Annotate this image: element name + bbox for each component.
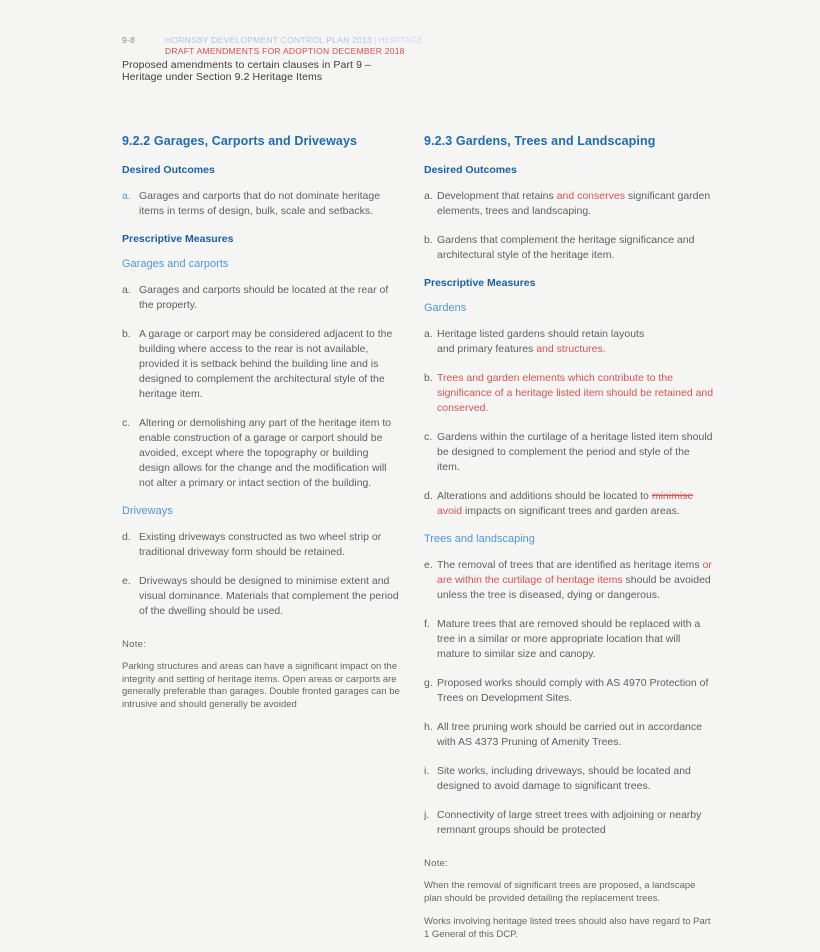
subsection-heading: Desired Outcomes: [424, 164, 517, 176]
list-item: [424, 233, 714, 263]
group-heading: Trees and landscaping: [424, 533, 535, 545]
page-header: [122, 35, 722, 83]
list-item: [122, 416, 402, 491]
group-heading: Garages and carports: [122, 258, 229, 270]
list-item: [122, 574, 402, 619]
item-marker: b.: [424, 234, 433, 246]
item-marker: g.: [424, 677, 433, 689]
note-label: Note:: [122, 639, 147, 650]
group-heading: Gardens: [424, 302, 467, 314]
group-heading: Driveways: [122, 505, 173, 517]
list-item: [122, 530, 402, 560]
item-marker: c.: [122, 417, 131, 429]
item-text: Altering or demolishing any part of the heritage item to enable construction of a garage or carport should be avoided, except where the topography or building design allows for the change and the modification will not alter a primary or intact section of the building.: [139, 417, 392, 489]
item-marker: a.: [122, 190, 131, 202]
list-item: [424, 617, 714, 662]
list-item: [424, 764, 714, 794]
header-top-row: [122, 35, 722, 46]
note-text: Works involving heritage listed trees should also have regard to Part 1 General of this DCP.: [424, 916, 711, 940]
item-text: A garage or carport may be considered adjacent to the building where access to the rear is not available, provided it is setback behind the building line and is designed to complement the architectural style of the heritage item.: [139, 328, 393, 400]
list-item: [424, 327, 714, 357]
item-marker: a.: [122, 284, 131, 296]
draft-amendments-line: DRAFT AMENDMENTS FOR ADOPTION DECEMBER 2018: [165, 46, 405, 56]
proposed-title-line-1: Proposed amendments to certain clauses in Part 9 –: [122, 59, 371, 71]
content-columns: [122, 134, 714, 952]
list-item: [424, 558, 714, 603]
item-marker: a.: [424, 190, 433, 202]
page-number: 9-8: [122, 35, 136, 45]
item-marker: e.: [424, 559, 433, 571]
item-text: Proposed works should comply with AS 4970 Protection of Trees on Development Sites.: [437, 677, 709, 704]
item-marker: e.: [122, 575, 131, 587]
item-text: The removal of trees that are identified as heritage items or are within the curtilage of heritage items should be avoided unless the tree is diseased, dying or dangerous.: [437, 559, 712, 601]
item-marker: i.: [424, 765, 430, 777]
list-item: [424, 371, 714, 416]
proposed-title-line-2: Heritage under Section 9.2 Heritage Items: [122, 70, 323, 83]
section-heading: 9.2.3 Gardens, Trees and Landscaping: [424, 134, 656, 148]
section-garages-carports-driveways: [122, 134, 402, 952]
list-item: [122, 189, 402, 219]
item-marker: f.: [424, 618, 430, 630]
item-text: All tree pruning work should be carried out in accordance with AS 4373 Pruning of Amenity Trees.: [437, 721, 702, 748]
item-marker: b.: [424, 372, 433, 384]
item-text: Trees and garden elements which contribute to the significance of a heritage listed item should be retained and conserved.: [437, 372, 714, 414]
item-marker: h.: [424, 721, 433, 733]
item-text: Garages and carports should be located at the rear of the property.: [139, 284, 389, 311]
list-item: [424, 489, 714, 519]
item-text: Development that retains and conserves significant garden elements, trees and landscaping.: [437, 190, 711, 217]
list-item: [424, 676, 714, 706]
item-marker: j.: [424, 809, 430, 821]
list-item: [122, 327, 402, 402]
item-text: Alterations and additions should be located to minimise avoid impacts on significant trees and garden areas.: [437, 490, 694, 517]
subsection-heading: Prescriptive Measures: [122, 233, 234, 245]
item-text: Driveways should be designed to minimise extent and visual dominance. Materials that complement the period of the dwelling should be used.: [139, 575, 399, 617]
item-text: Existing driveways constructed as two wheel strip or traditional driveway form should be retained.: [139, 531, 382, 558]
section-gardens-trees-landscaping: [424, 134, 714, 952]
note-text: When the removal of significant trees are proposed, a landscape plan should be provided detailing the replacement trees.: [424, 880, 696, 904]
item-text: Gardens within the curtilage of a heritage listed item should be designed to complement the period and style of the item.: [437, 431, 713, 473]
list-item: [424, 808, 714, 838]
subsection-heading: Desired Outcomes: [122, 164, 215, 176]
plan-title: HORNSBY DEVELOPMENT CONTROL PLAN 2013: [165, 35, 373, 45]
item-marker: a.: [424, 328, 433, 340]
section-heading: 9.2.2 Garages, Carports and Driveways: [122, 134, 358, 148]
list-item: [424, 720, 714, 750]
item-marker: d.: [122, 531, 131, 543]
item-marker: c.: [424, 431, 433, 443]
list-item: [424, 189, 714, 219]
item-text: Connectivity of large street trees with adjoining or nearby remnant groups should be protected: [437, 809, 702, 836]
plan-section-label: HERITAGE: [378, 35, 424, 45]
list-item: [424, 430, 714, 475]
proposed-amendments-title: [122, 60, 722, 83]
item-marker: b.: [122, 328, 131, 340]
note-label: Note:: [424, 858, 449, 869]
item-text: Site works, including driveways, should be located and designed to avoid damage to significant trees.: [437, 765, 691, 792]
subsection-heading: Prescriptive Measures: [424, 277, 536, 289]
item-marker: d.: [424, 490, 433, 502]
list-item: [122, 283, 402, 313]
item-text: Mature trees that are removed should be replaced with a tree in a similar or more appropriate location that will mature to similar size and canopy.: [437, 618, 701, 660]
note-text: Parking structures and areas can have a significant impact on the integrity and setting of heritage items. Open areas or carports are generally preferable than garages. Double fronted garages can be intrusive and should generally be avoided: [122, 661, 400, 710]
item-text: Heritage listed gardens should retain layouts and primary features and structures.: [437, 328, 645, 355]
item-text: Garages and carports that do not dominate heritage items in terms of design, bulk, scale and setbacks.: [139, 190, 381, 217]
plan-title-separator: |: [374, 35, 377, 45]
item-text: Gardens that complement the heritage significance and architectural style of the heritage item.: [437, 234, 695, 261]
